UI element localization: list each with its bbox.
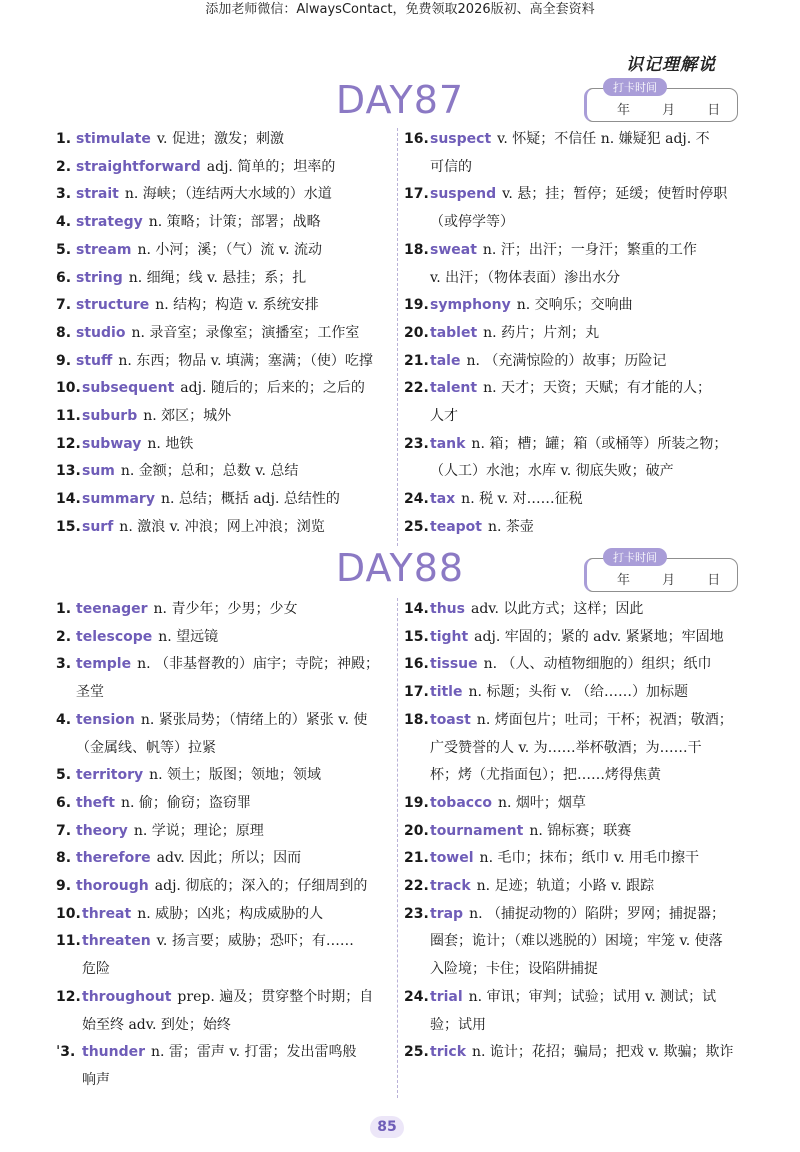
entry-number: 8. [56, 850, 72, 867]
vocab-entry [56, 348, 396, 376]
entry-word: summary [82, 491, 155, 508]
entry-definition: n. （人、动植物细胞的）组织；纸巾 [483, 656, 712, 673]
entry-definition: adv. 以此方式；这样；因此 [470, 601, 644, 617]
entry-definition-continued: （或停学等） [430, 214, 514, 231]
entry-definition: n. 海峡；（连结两大水域的）水道 [124, 186, 332, 203]
entry-definition: n. 毛巾；抹布；纸巾 v. 用毛巾擦干 [479, 850, 700, 867]
vocab-entry [56, 651, 396, 706]
entry-word: track [430, 878, 471, 895]
entry-word: strait [76, 186, 119, 203]
vocab-entry [56, 762, 396, 790]
day88-title: DAY88 [335, 546, 465, 590]
entry-definition-continued: v. 出汗；（物体表面）渗出水分 [430, 269, 621, 286]
vocab-entry [404, 624, 734, 652]
entry-definition-continued: 可信的 [430, 158, 472, 175]
entry-word: theft [76, 794, 115, 811]
entry-word: symphony [430, 297, 511, 314]
entry-number: 14. [404, 601, 429, 617]
entry-definition: v. 促进；激发；刺激 [156, 131, 284, 147]
entry-number: 15. [404, 628, 429, 645]
entry-word: throughout [82, 988, 172, 1005]
vocab-entry [56, 901, 396, 929]
entry-number: 9. [56, 352, 72, 369]
vocab-entry [404, 126, 734, 181]
entry-number: 12. [56, 988, 81, 1005]
vocab-entry [404, 320, 734, 348]
vocab-entry [404, 514, 734, 542]
entry-definition-continued: 人才 [430, 408, 458, 425]
entry-number: 17. [404, 684, 429, 701]
entry-number: 11. [56, 933, 81, 950]
entry-number: 21. [404, 850, 429, 867]
entry-definition: adj. 简单的；坦率的 [206, 158, 336, 175]
entry-definition: n. 录音室；录像室；演播室；工作室 [131, 324, 360, 341]
entry-word: surf [82, 518, 114, 535]
entry-number: 7. [56, 297, 72, 314]
vocab-entry [56, 707, 396, 762]
entry-definition: n. 激浪 v. 冲浪；网上冲浪；浏览 [119, 518, 325, 535]
vocab-entry [56, 596, 396, 624]
entry-number: 5. [56, 767, 72, 784]
entry-number: 10. [56, 905, 81, 922]
entry-definition: n. （捕捉动物的）陷阱；罗网；捕捉器； [469, 905, 725, 922]
entry-number: 6. [56, 794, 72, 811]
entry-number: 4. [56, 214, 72, 231]
entry-word: title [430, 684, 463, 701]
entry-word: stimulate [76, 131, 151, 147]
entry-definition: adj. 牢固的；紧的 adv. 紧紧地；牢固地 [474, 628, 724, 645]
entry-number: 24. [404, 491, 429, 508]
entry-definition: n. 地铁 [147, 435, 194, 452]
entry-word: stuff [76, 352, 113, 369]
entry-definition: v. 怀疑；不信任 n. 嫌疑犯 adj. 不 [497, 131, 710, 147]
entry-number: 16. [404, 131, 429, 147]
day87-right-column [404, 126, 734, 542]
entry-number: 5. [56, 241, 72, 258]
entry-number: 18. [404, 711, 429, 728]
entry-definition: n. 学说；理论；原理 [133, 822, 264, 839]
vocab-entry [56, 873, 396, 901]
checkin-date: 年 月 日 [617, 103, 721, 118]
entry-definition: n. 交响乐；交响曲 [516, 297, 633, 314]
vocab-entry [404, 1039, 734, 1067]
entry-definition: n. 足迹；轨道；小路 v. 跟踪 [476, 878, 655, 895]
vocab-entry [56, 320, 396, 348]
vocab-entry [56, 403, 396, 431]
entry-word: tension [76, 711, 135, 728]
vocab-entry [404, 486, 734, 514]
day87-title: DAY87 [335, 78, 465, 122]
entry-definition-continued: 响声 [82, 1071, 110, 1088]
day88-left-column [56, 596, 396, 1095]
entry-word: tablet [430, 324, 478, 341]
entry-number: 3. [56, 186, 72, 203]
entry-number: 19. [404, 794, 429, 811]
entry-word: thorough [76, 878, 149, 895]
entry-definition-continued: 圈套；诡计；（难以逃脱的）困境；牢笼 v. 使落 [430, 933, 723, 950]
entry-definition: adj. 彻底的；深入的；仔细周到的 [154, 878, 368, 895]
entry-word: telescope [76, 628, 153, 645]
entry-number: 21. [404, 352, 429, 369]
entry-definition: n. 策略；计策；部署；战略 [148, 214, 321, 231]
entry-number: 2. [56, 628, 72, 645]
entry-definition-continued: 圣堂 [76, 684, 104, 701]
vocab-entry [404, 679, 734, 707]
vocab-entry [56, 818, 396, 846]
entry-definition: n. 金额；总和；总数 v. 总结 [120, 463, 299, 480]
vocab-entry [56, 845, 396, 873]
vocab-entry [56, 181, 396, 209]
day87-left-column [56, 126, 396, 542]
entry-word: tournament [430, 822, 524, 839]
entry-definition: n. 天才；天资；天赋；有才能的人； [483, 380, 712, 397]
entry-definition: n. 税 v. 对……征税 [461, 491, 583, 508]
entry-word: studio [76, 324, 126, 341]
entry-word: suburb [82, 408, 138, 425]
entry-word: suspect [430, 131, 492, 147]
entry-number: 4. [56, 711, 72, 728]
entry-word: talent [430, 380, 478, 397]
vocab-entry [56, 790, 396, 818]
entry-definition: n. 茶壶 [487, 518, 534, 535]
entry-number: 23. [404, 905, 429, 922]
day87-checkin-box [584, 81, 738, 122]
vocab-entry [56, 126, 396, 154]
entry-definition: n. 望远镜 [158, 628, 219, 645]
vocab-entry [56, 209, 396, 237]
entry-number: 19. [404, 297, 429, 314]
vocab-entry [404, 984, 734, 1039]
entry-definition: n. （非基督教的）庙宇；寺院；神殿； [137, 656, 380, 673]
vocab-entry [404, 790, 734, 818]
entry-number: 1. [56, 601, 72, 617]
entry-definition: adv. 因此；所以；因而 [156, 850, 302, 867]
entry-definition: n. 细绳；线 v. 悬挂；系；扎 [128, 269, 307, 286]
entry-word: stream [76, 241, 132, 258]
entry-word: suspend [430, 186, 497, 203]
vocab-entry [56, 431, 396, 459]
entry-word: straightforward [76, 158, 201, 175]
entry-definition: n. 药片；片剂；丸 [483, 324, 600, 341]
vocab-entry [404, 375, 734, 430]
entry-definition: n. 威胁；凶兆；构成威胁的人 [137, 905, 324, 922]
entry-word: threaten [82, 933, 151, 950]
entry-definition: n. 领土；版图；领地；领域 [149, 767, 322, 784]
entry-definition: n. 烟叶；烟草 [498, 794, 586, 811]
vocab-entry [56, 154, 396, 182]
entry-word: territory [76, 767, 144, 784]
entry-definition: n. 郊区；城外 [143, 408, 232, 425]
entry-word: sum [82, 463, 115, 480]
vocab-entry [404, 818, 734, 846]
entry-word: temple [76, 656, 132, 673]
entry-definition: n. 结构；构造 v. 系统安排 [155, 297, 319, 314]
day88-right-column [404, 596, 734, 1067]
vocab-entry [404, 181, 734, 236]
vocab-entry [56, 458, 396, 486]
vocab-entry [56, 486, 396, 514]
vocab-entry [56, 1039, 396, 1094]
entry-definition-continued: （金属线、帆等）拉紧 [76, 739, 216, 756]
entry-word: thus [430, 601, 465, 617]
entry-number: 1. [56, 131, 72, 147]
entry-word: teenager [76, 601, 148, 617]
vocab-entry [56, 624, 396, 652]
entry-number: 17. [404, 186, 429, 203]
entry-definition: n. 标题；头衔 v. （给……）加标题 [468, 684, 688, 701]
entry-word: strategy [76, 214, 143, 231]
entry-definition: n. 紧张局势；（情绪上的）紧张 v. 使 [140, 711, 368, 728]
entry-definition: adj. 随后的；后来的；之后的 [180, 380, 365, 397]
entry-definition-continued: 广受赞誉的人 v. 为……举杯敬酒；为……干 [430, 739, 702, 756]
entry-word: teapot [430, 518, 482, 535]
top-banner: 添加老师微信：AlwaysContact，免费领取2026版初、高全套资料 [205, 2, 595, 17]
entry-number: 23. [404, 435, 429, 452]
section-header-title: 识记理解说 [626, 55, 716, 75]
entry-word: tank [430, 435, 466, 452]
entry-word: tax [430, 491, 456, 508]
entry-word: theory [76, 822, 128, 839]
entry-word: threat [82, 905, 132, 922]
vocab-entry [404, 651, 734, 679]
entry-number: 3. [56, 656, 72, 673]
entry-definition-continued: 始至终 adv. 到处；始终 [82, 1016, 231, 1033]
entry-number: 25. [404, 1044, 429, 1061]
entry-definition-continued: 入险境；卡住；设陷阱捕捉 [430, 961, 598, 978]
entry-definition: n. 锦标赛；联赛 [529, 822, 632, 839]
entry-number: 18. [404, 241, 429, 258]
page-number: 85 [370, 1116, 404, 1138]
entry-definition-continued: 危险 [82, 961, 110, 978]
vocab-entry [56, 292, 396, 320]
entry-number: 22. [404, 380, 429, 397]
vocab-entry [404, 596, 734, 624]
checkin-label: 打卡时间 [603, 548, 667, 566]
entry-number: 2. [56, 158, 72, 175]
entry-definition-continued: 杯；烤（尤指面包）；把……烤得焦黄 [430, 767, 661, 784]
vocab-entry [56, 514, 396, 542]
column-divider [397, 598, 398, 1098]
entry-definition: n. 烤面包片；吐司；干杯；祝酒；敬酒； [476, 711, 733, 728]
entry-number: 15. [56, 518, 81, 535]
entry-word: tissue [430, 656, 478, 673]
entry-word: tobacco [430, 794, 492, 811]
entry-number: 20. [404, 822, 429, 839]
entry-definition: n. 青少年；少男；少女 [153, 601, 298, 617]
vocab-entry [404, 292, 734, 320]
entry-number: 24. [404, 988, 429, 1005]
entry-definition: n. （充满惊险的）故事；历险记 [466, 352, 667, 369]
entry-number: 10. [56, 380, 81, 397]
entry-number: ˈ3. [56, 1044, 76, 1061]
entry-word: therefore [76, 850, 151, 867]
entry-word: trick [430, 1044, 467, 1061]
vocab-entry [404, 707, 734, 790]
entry-number: 11. [56, 408, 81, 425]
entry-definition-continued: （人工）水池；水库 v. 彻底失败；破产 [430, 463, 674, 480]
entry-word: string [76, 269, 123, 286]
entry-word: towel [430, 850, 474, 867]
entry-word: tight [430, 628, 469, 645]
vocab-entry [404, 845, 734, 873]
vocab-entry [56, 984, 396, 1039]
day88-checkin-box [584, 551, 738, 592]
entry-definition: v. 扬言要；威胁；恐吓；有…… [156, 933, 354, 950]
entry-definition: n. 雷；雷声 v. 打雷；发出雷鸣般 [151, 1044, 357, 1061]
entry-word: trial [430, 988, 463, 1005]
vocab-entry [404, 431, 734, 486]
vocab-entry [404, 237, 734, 292]
column-divider [397, 128, 398, 546]
vocab-entry [404, 901, 734, 984]
vocab-entry [404, 873, 734, 901]
entry-word: structure [76, 297, 150, 314]
checkin-date: 年 月 日 [617, 573, 721, 588]
entry-definition-continued: 验；试用 [430, 1016, 486, 1033]
entry-word: subway [82, 435, 142, 452]
entry-number: 7. [56, 822, 72, 839]
vocab-entry [404, 348, 734, 376]
entry-definition: n. 审讯；审判；试验；试用 v. 测试；试 [468, 988, 717, 1005]
entry-number: 8. [56, 324, 72, 341]
entry-word: subsequent [82, 380, 175, 397]
entry-definition: v. 悬；挂；暂停；延缓；使暂时停职 [502, 186, 728, 203]
entry-definition: n. 诡计；花招；骗局；把戏 v. 欺骗；欺诈 [472, 1044, 734, 1061]
entry-definition: n. 总结；概括 adj. 总结性的 [160, 491, 340, 508]
entry-number: 16. [404, 656, 429, 673]
entry-number: 20. [404, 324, 429, 341]
checkin-label: 打卡时间 [603, 78, 667, 96]
vocab-entry [56, 375, 396, 403]
entry-number: 9. [56, 878, 72, 895]
entry-word: tale [430, 352, 461, 369]
entry-definition: n. 东西；物品 v. 填满；塞满；（使）吃撑 [118, 352, 373, 369]
entry-number: 12. [56, 435, 81, 452]
entry-number: 6. [56, 269, 72, 286]
entry-number: 14. [56, 491, 81, 508]
entry-word: toast [430, 711, 471, 728]
vocab-entry [56, 265, 396, 293]
vocab-entry [56, 237, 396, 265]
entry-word: sweat [430, 241, 477, 258]
entry-word: trap [430, 905, 464, 922]
entry-definition: n. 小河；溪；（气）流 v. 流动 [137, 241, 322, 258]
entry-definition: n. 箱；槽；罐；箱（或桶等）所装之物； [471, 435, 728, 452]
vocab-entry [56, 928, 396, 983]
entry-definition: prep. 遍及；贯穿整个时期；自 [177, 988, 374, 1005]
entry-number: 13. [56, 463, 81, 480]
entry-word: thunder [82, 1044, 146, 1061]
entry-number: 25. [404, 518, 429, 535]
entry-number: 22. [404, 878, 429, 895]
entry-definition: n. 汗；出汗；一身汗；繁重的工作 [482, 241, 697, 258]
entry-definition: n. 偷；偷窃；盗窃罪 [120, 794, 251, 811]
